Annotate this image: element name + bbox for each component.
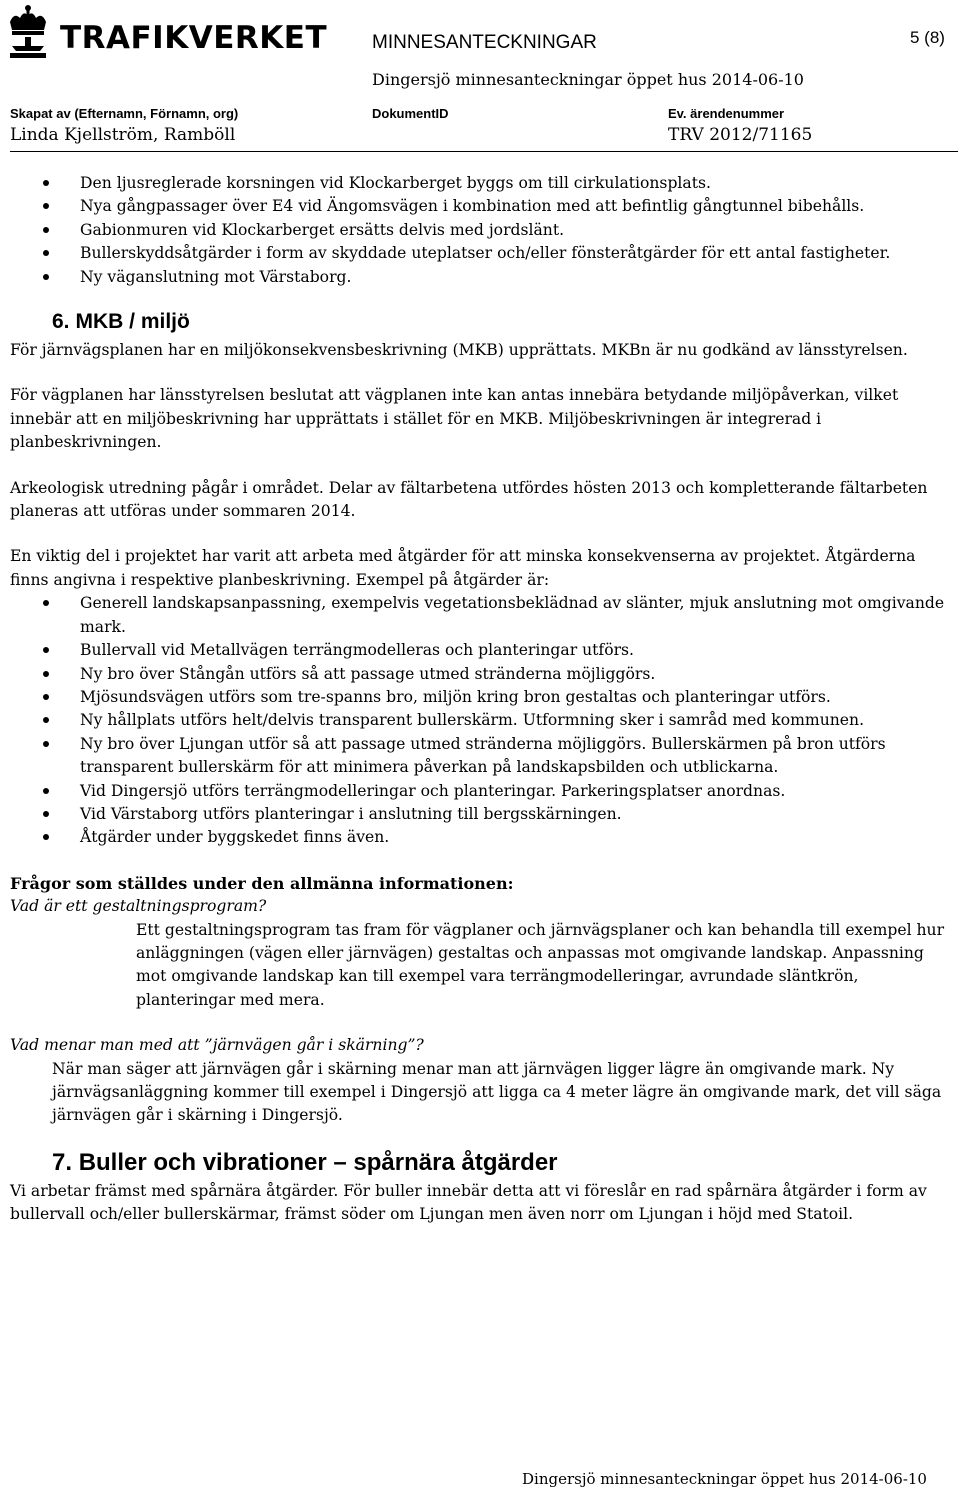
list-item: Gabionmuren vid Klockarberget ersätts delvis med jordslänt. [10, 219, 950, 242]
section-6-number: 6. [52, 310, 70, 334]
list-item: Bullervall vid Metallvägen terrängmodelleras och planteringar utförs. [10, 639, 950, 662]
answer-1: Ett gestaltningsprogram tas fram för vägplaner och järnvägsplaner och kan behandla till exempel hur anläggningen (vägen eller järnvägen) gestaltas och anpassas mot omgivande landskap. Anpassning mot omgivande landskap kan till exempel vara terrängmodelleringar, avrundade släntkrön, planteringar med mera. [136, 920, 945, 1009]
case-number-value: TRV 2012/71165 [668, 125, 813, 145]
document-type: MINNESANTECKNINGAR [372, 32, 597, 53]
page-number: 5 (8) [910, 28, 945, 47]
section-7-title: Buller och vibrationer – spårnära åtgärder [78, 1148, 558, 1176]
case-number-label: Ev. ärendenummer [668, 106, 785, 121]
trafikverket-logo [4, 4, 328, 64]
list-item: Vid Dingersjö utförs terrängmodelleringar och planteringar. Parkeringsplatser anordnas. [10, 780, 950, 803]
section-6-paragraph-2: För vägplanen har länsstyrelsen beslutat att vägplanen inte kan antas innebära betydande miljöpåverkan, vilket innebär att en miljöbeskrivning har upprättats i stället för en MKB. Miljöbeskrivningen är integrerad i planbeskrivningen. [10, 386, 899, 452]
list-item: Bullerskyddsåtgärder i form av skyddade uteplatser och/eller fönsteråtgärder för ett antal fastigheter. [10, 242, 950, 265]
logo-wordmark: TRAFIKVERKET [60, 20, 328, 56]
section-6-title: MKB / miljö [75, 310, 190, 334]
list-item: Mjösundsvägen utförs som tre-spanns bro, miljön kring bron gestaltas och planteringar utförs. [10, 686, 950, 709]
document-body [10, 172, 950, 1227]
section-6-paragraph-3: Arkeologisk utredning pågår i området. Delar av fältarbetena utfördes hösten 2013 och kompletterande fältarbeten planeras att utföras under sommaren 2014. [10, 478, 928, 521]
list-item: Generell landskapsanpassning, exempelvis vegetationsbeklädnad av slänter, mjuk anslutning mot omgivande mark. [10, 592, 950, 639]
header-divider [10, 151, 958, 152]
crown-icon [4, 4, 52, 60]
page-footer: Dingersjö minnesanteckningar öppet hus 2014-06-10 [522, 1470, 927, 1488]
section-6-paragraph-1: För järnvägsplanen har en miljökonsekvensbeskrivning (MKB) upprättats. MKBn är nu godkänd av länsstyrelsen. [10, 341, 908, 360]
question-2: Vad menar man med att ”järnvägen går i skärning”? [10, 1036, 424, 1055]
section-7-heading [10, 1146, 950, 1180]
list-item: Ny väganslutning mot Värstaborg. [10, 266, 950, 289]
section-7-paragraph-1: Vi arbetar främst med spårnära åtgärder. För buller innebär detta att vi föreslår en rad spårnära åtgärder i form av bullervall och/eller bullerskärmar, främst söder om Ljungan men även norr om Ljungan i höjd med Statoil. [10, 1181, 927, 1224]
measures-list [10, 592, 950, 849]
section-6-paragraph-4: En viktig del i projektet har varit att arbeta med åtgärder för att minska konsekvenserna av projektet. Åtgärderna finns angivna i respektive planbeskrivning. Exempel på åtgärder är: [10, 547, 916, 589]
questions-heading: Frågor som ställdes under den allmänna informationen: [10, 873, 514, 893]
created-by-value: Linda Kjellström, Ramböll [10, 125, 236, 145]
list-item: Den ljusreglerade korsningen vid Klockarberget byggs om till cirkulationsplats. [10, 172, 950, 195]
list-item: Nya gångpassager över E4 vid Ängomsvägen i kombination med att befintlig gångtunnel bibehålls. [10, 195, 950, 218]
section-6-heading [10, 307, 950, 337]
document-id-label: DokumentID [372, 106, 449, 121]
created-by-label: Skapat av (Efternamn, Förnamn, org) [10, 106, 239, 121]
document-subtitle: Dingersjö minnesanteckningar öppet hus 2014-06-10 [372, 70, 804, 89]
list-item: Vid Värstaborg utförs planteringar i anslutning till bergsskärningen. [10, 803, 950, 826]
question-1: Vad är ett gestaltningsprogram? [10, 897, 267, 916]
answer-2: När man säger att järnvägen går i skärning menar man att järnvägen ligger lägre än omgivande mark. Ny järnvägsanläggning kommer till exempel i Dingersjö att ligga ca 4 meter lägre än omgivande mark, det vill säga järnvägen går i skärning i Dingersjö. [52, 1059, 942, 1125]
list-item: Åtgärder under byggskedet finns även. [10, 826, 950, 849]
page-header [0, 0, 960, 152]
list-item: Ny hållplats utförs helt/delvis transparent bullerskärm. Utformning sker i samråd med kommunen. [10, 709, 950, 732]
list-item: Ny bro över Stångån utförs så att passage utmed stränderna möjliggörs. [10, 663, 950, 686]
list-item: Ny bro över Ljungan utför så att passage utmed stränderna möjliggörs. Bullerskärmen på bron utförs transparent bullerskärm för att minimera påverkan på landskapsbilden och utblickarna. [10, 733, 950, 780]
bullet-list-top [10, 172, 950, 289]
section-7-number: 7. [52, 1148, 73, 1176]
